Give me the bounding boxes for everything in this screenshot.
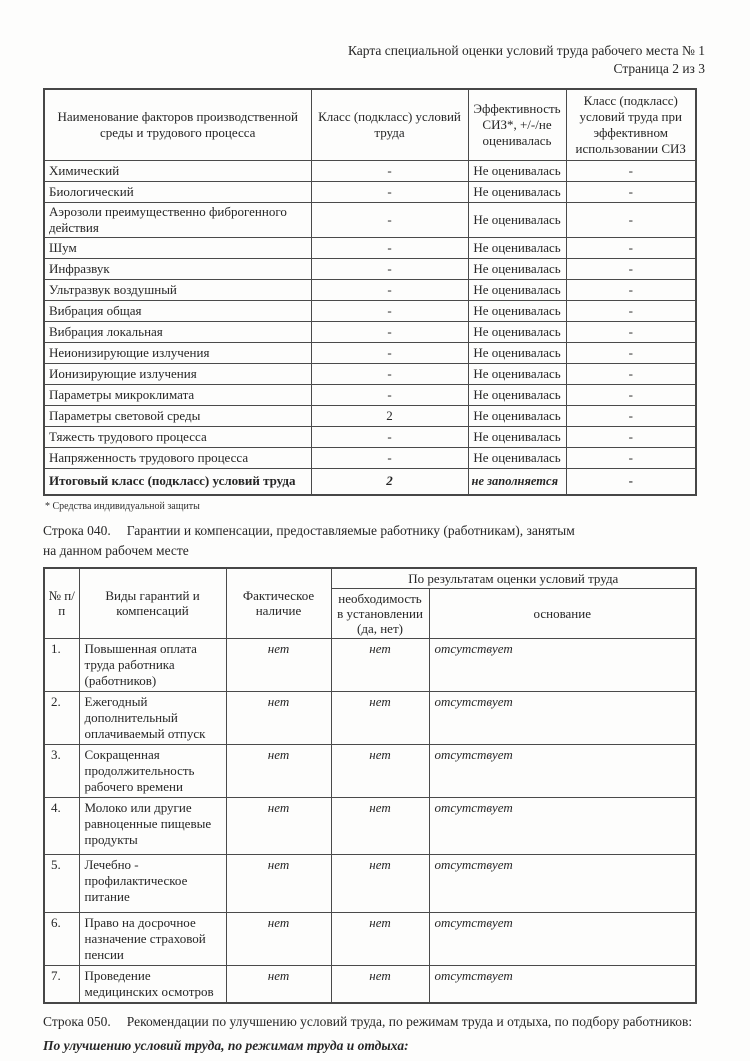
- factor-siz-eval: Не оценивалась: [468, 203, 566, 238]
- factor-row: [44, 343, 696, 364]
- page-number: Страница 2 из 3: [613, 61, 705, 76]
- guarantee-kind: Ежегодный дополнительный оплачиваемый отпуск: [79, 691, 226, 744]
- factor-class: -: [311, 364, 468, 385]
- factor-siz-eval: Не оценивалась: [468, 406, 566, 427]
- factor-name: Вибрация общая: [44, 301, 311, 322]
- col-header-class-siz: Класс (подкласс) условий труда при эффективном использовании СИЗ: [566, 89, 696, 161]
- factor-class: -: [311, 301, 468, 322]
- factor-class-siz: -: [566, 161, 696, 182]
- factor-siz-eval: Не оценивалась: [468, 448, 566, 469]
- guarantee-need: нет: [331, 797, 429, 854]
- factor-siz-eval: Не оценивалась: [468, 161, 566, 182]
- factor-siz-eval: Не оценивалась: [468, 427, 566, 448]
- guarantee-row: [44, 744, 696, 797]
- factor-name: Химический: [44, 161, 311, 182]
- factors-total-row: [44, 469, 696, 495]
- guarantee-num: 4.: [44, 797, 79, 854]
- factor-name: Шум: [44, 238, 311, 259]
- total-row-label: Итоговый класс (подкласс) условий труда: [44, 469, 311, 495]
- total-class-value: 2: [311, 469, 468, 495]
- col-header-num: № п/п: [44, 568, 79, 639]
- guarantee-row: [44, 691, 696, 744]
- total-siz-eval: не заполняется: [468, 469, 566, 495]
- guarantee-basis: отсутствует: [429, 638, 696, 691]
- guarantee-basis: отсутствует: [429, 744, 696, 797]
- guarantee-kind: Молоко или другие равноценные пищевые продукты: [79, 797, 226, 854]
- line-050: [43, 1012, 750, 1031]
- factor-class-siz: -: [566, 322, 696, 343]
- factor-row: [44, 238, 696, 259]
- factor-class-siz: -: [566, 238, 696, 259]
- factor-class-siz: -: [566, 385, 696, 406]
- factor-class-siz: -: [566, 259, 696, 280]
- factor-class: -: [311, 259, 468, 280]
- line-050-subtitle: По улучшению условий труда, по режимам труда и отдыха:: [43, 1037, 409, 1053]
- factor-name: Аэрозоли преимущественно фиброгенного действия: [44, 203, 311, 238]
- factor-class: -: [311, 203, 468, 238]
- factor-row: [44, 280, 696, 301]
- guarantee-need: нет: [331, 912, 429, 965]
- guarantee-basis: отсутствует: [429, 691, 696, 744]
- factor-class: -: [311, 427, 468, 448]
- guarantee-need: нет: [331, 691, 429, 744]
- line-040: [43, 521, 750, 561]
- factor-class: -: [311, 238, 468, 259]
- guarantee-basis: отсутствует: [429, 912, 696, 965]
- guarantee-num: 3.: [44, 744, 79, 797]
- factor-row: [44, 322, 696, 343]
- factors-header-row: [44, 89, 696, 161]
- factor-name: Параметры микроклимата: [44, 385, 311, 406]
- factor-siz-eval: Не оценивалась: [468, 385, 566, 406]
- guarantee-actual: нет: [226, 797, 331, 854]
- factor-class: -: [311, 385, 468, 406]
- guarantee-kind: Проведение медицинских осмотров: [79, 965, 226, 1003]
- guarantee-kind: Повышенная оплата труда работника (работников): [79, 638, 226, 691]
- factor-class: -: [311, 161, 468, 182]
- factor-class: -: [311, 182, 468, 203]
- guarantee-num: 7.: [44, 965, 79, 1003]
- guarantee-actual: нет: [226, 691, 331, 744]
- factors-table: [43, 88, 697, 496]
- factor-name: Напряженность трудового процесса: [44, 448, 311, 469]
- factor-class-siz: -: [566, 427, 696, 448]
- col-header-actual: Фактическое наличие: [226, 568, 331, 639]
- col-header-results-group: По результатам оценки условий труда: [331, 568, 696, 589]
- guarantee-need: нет: [331, 744, 429, 797]
- guarantee-actual: нет: [226, 638, 331, 691]
- factor-row: [44, 301, 696, 322]
- siz-footnote: * Средства индивидуальной защиты: [45, 500, 200, 512]
- factor-row: [44, 364, 696, 385]
- factor-class-siz: -: [566, 280, 696, 301]
- guarantee-basis: отсутствует: [429, 797, 696, 854]
- line-050-label: Строка 050.: [43, 1013, 111, 1029]
- factor-siz-eval: Не оценивалась: [468, 364, 566, 385]
- factor-row: [44, 182, 696, 203]
- document-title: Карта специальной оценки условий труда рабочего места № 1: [347, 43, 705, 58]
- factor-name: Параметры световой среды: [44, 406, 311, 427]
- factor-name: Биологический: [44, 182, 311, 203]
- guarantee-kind: Право на досрочное назначение страховой пенсии: [79, 912, 226, 965]
- line-040-text-continued: на данном рабочем месте: [43, 542, 189, 558]
- factor-name: Ультразвук воздушный: [44, 280, 311, 301]
- factor-row: [44, 448, 696, 469]
- total-class-siz: -: [566, 469, 696, 495]
- factor-name: Тяжесть трудового процесса: [44, 427, 311, 448]
- guarantee-basis: отсутствует: [429, 965, 696, 1003]
- guarantee-actual: нет: [226, 912, 331, 965]
- factor-row: [44, 406, 696, 427]
- col-header-factor-name: Наименование факторов производственной среды и трудового процесса: [44, 89, 311, 161]
- factor-row: [44, 203, 696, 238]
- guarantee-row: [44, 912, 696, 965]
- line-040-label: Строка 040.: [43, 522, 111, 538]
- factor-siz-eval: Не оценивалась: [468, 259, 566, 280]
- factor-siz-eval: Не оценивалась: [468, 238, 566, 259]
- factor-class: -: [311, 280, 468, 301]
- factor-siz-eval: Не оценивалась: [468, 322, 566, 343]
- guarantee-row: [44, 965, 696, 1003]
- col-header-siz-eval: Эффективность СИЗ*, +/-/не оценивалась: [468, 89, 566, 161]
- line-050-text: Рекомендации по улучшению условий труда, по режимам труда и отдыха, по подбору работников:: [126, 1013, 693, 1029]
- guarantee-row: [44, 638, 696, 691]
- line-040-text: Гарантии и компенсации, предоставляемые работнику (работникам), занятым: [126, 522, 575, 538]
- guarantee-actual: нет: [226, 965, 331, 1003]
- col-header-need: необходимость в установлении (да, нет): [331, 588, 429, 638]
- factor-class: -: [311, 322, 468, 343]
- guarantees-header-row-top: [44, 568, 696, 589]
- factor-siz-eval: Не оценивалась: [468, 280, 566, 301]
- guarantee-row: [44, 797, 696, 854]
- factor-row: [44, 259, 696, 280]
- factor-class-siz: -: [566, 343, 696, 364]
- guarantee-num: 6.: [44, 912, 79, 965]
- factor-row: [44, 427, 696, 448]
- guarantee-kind: Лечебно - профилактическое питание: [79, 854, 226, 912]
- col-header-class: Класс (подкласс) условий труда: [311, 89, 468, 161]
- guarantee-need: нет: [331, 638, 429, 691]
- guarantee-kind: Сокращенная продолжительность рабочего времени: [79, 744, 226, 797]
- factor-row: [44, 385, 696, 406]
- guarantee-num: 2.: [44, 691, 79, 744]
- factor-class-siz: -: [566, 182, 696, 203]
- col-header-kind: Виды гарантий и компенсаций: [79, 568, 226, 639]
- factor-name: Инфразвук: [44, 259, 311, 280]
- factor-class-siz: -: [566, 301, 696, 322]
- guarantee-row: [44, 854, 696, 912]
- factor-name: Вибрация локальная: [44, 322, 311, 343]
- factor-siz-eval: Не оценивалась: [468, 343, 566, 364]
- col-header-basis: основание: [429, 588, 696, 638]
- guarantee-num: 1.: [44, 638, 79, 691]
- factor-class: -: [311, 448, 468, 469]
- guarantee-basis: отсутствует: [429, 854, 696, 912]
- factor-class: -: [311, 343, 468, 364]
- factor-class: 2: [311, 406, 468, 427]
- guarantee-num: 5.: [44, 854, 79, 912]
- guarantees-table: [43, 567, 697, 1004]
- factor-siz-eval: Не оценивалась: [468, 301, 566, 322]
- guarantee-actual: нет: [226, 854, 331, 912]
- factor-class-siz: -: [566, 448, 696, 469]
- factor-name: Неионизирующие излучения: [44, 343, 311, 364]
- factor-siz-eval: Не оценивалась: [468, 182, 566, 203]
- factor-class-siz: -: [566, 406, 696, 427]
- document-header: [0, 0, 750, 78]
- factor-row: [44, 161, 696, 182]
- guarantee-need: нет: [331, 965, 429, 1003]
- factor-name: Ионизирующие излучения: [44, 364, 311, 385]
- factor-class-siz: -: [566, 203, 696, 238]
- guarantee-need: нет: [331, 854, 429, 912]
- guarantee-actual: нет: [226, 744, 331, 797]
- factor-class-siz: -: [566, 364, 696, 385]
